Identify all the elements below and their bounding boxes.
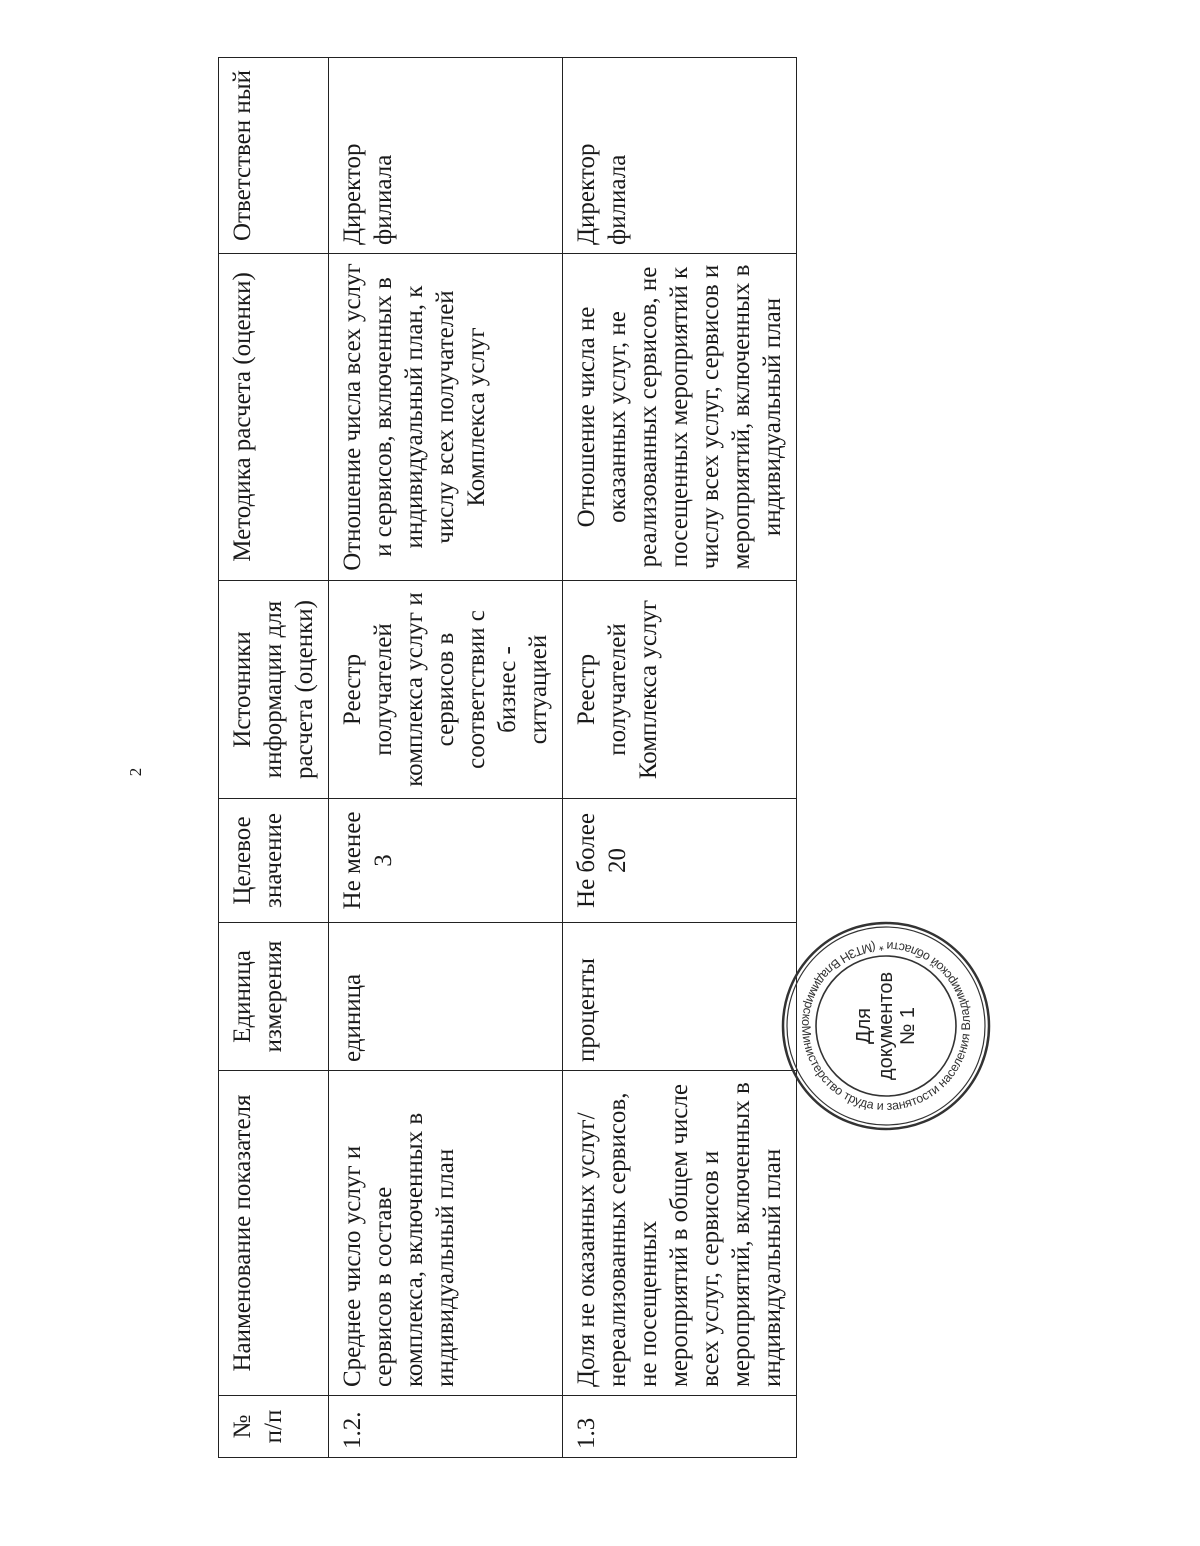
- table-row: [563, 58, 797, 1458]
- row-unit: единица: [329, 923, 563, 1071]
- header-method: Методика расчета (оценки): [219, 254, 329, 581]
- indicators-table: [218, 57, 797, 1458]
- rotated-table-wrapper: [218, 58, 786, 1458]
- stamp-ring-text: Министерство труда и занятости населения Владимирской области * (МТЗН Владимирско: [798, 938, 974, 1114]
- row-unit: проценты: [563, 923, 797, 1071]
- table-row: [329, 58, 563, 1458]
- row-num: 1.3: [563, 1396, 797, 1458]
- row-method: Отношение числа не оказанных услуг, не реализованных сервисов, не посещенных мероприятий к числу всех услуг, сервисов и мероприятий, включенных в индивидуальный план: [563, 254, 797, 581]
- header-target: Целевое значение: [219, 799, 329, 923]
- row-source: Реестр получателей комплекса услуг и сервисов в соответствии с бизнес - ситуацией: [329, 581, 563, 799]
- row-target: Не менее 3: [329, 799, 563, 923]
- row-responsible: Директор филиала: [563, 58, 797, 254]
- stamp-line-1: Для: [853, 1007, 875, 1045]
- header-responsible: Ответствен ный: [219, 58, 329, 254]
- header-name: Наименование показателя: [219, 1071, 329, 1396]
- row-source: Реестр получателей Комплекса услуг: [563, 581, 797, 799]
- row-num: 1.2.: [329, 1396, 563, 1458]
- row-name: Среднее число услуг и сервисов в составе комплекса, включенных в индивидуальный план: [329, 1071, 563, 1396]
- row-method: Отношение числа всех услуг и сервисов, включенных в индивидуальный план, к числу всех получателей Комплекса услуг: [329, 254, 563, 581]
- header-unit: Единица измерения: [219, 923, 329, 1071]
- stamp-line-2: документов: [875, 971, 897, 1081]
- stamp-line-3: № 1: [897, 1006, 919, 1046]
- page-number: 2: [126, 767, 145, 777]
- header-num: № п/п: [219, 1396, 329, 1458]
- row-target: Не более 20: [563, 799, 797, 923]
- row-responsible: Директор филиала: [329, 58, 563, 254]
- stamp-center: [780, 920, 992, 1132]
- table-header-row: [219, 58, 329, 1458]
- header-source: Источники информации для расчета (оценки): [219, 581, 329, 799]
- row-name: Доля не оказанных услуг/ нереализованных сервисов, не посещенных мероприятий в общем числе всех услуг, сервисов и мероприятий, включенных в индивидуальный план: [563, 1071, 797, 1396]
- official-stamp: [780, 920, 992, 1132]
